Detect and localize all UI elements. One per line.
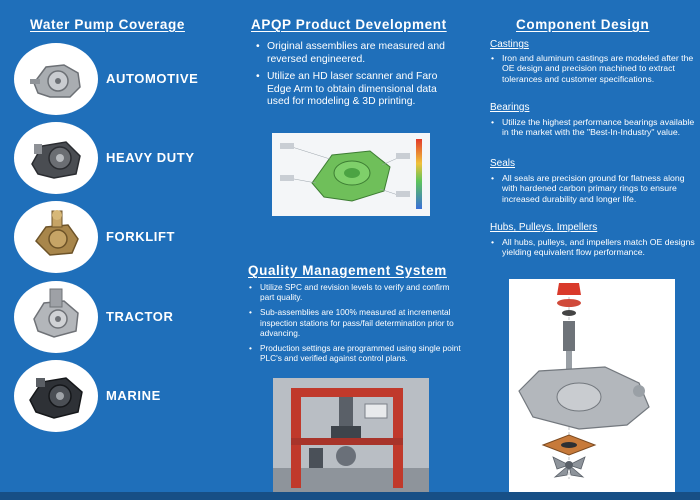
castings-bullet: • Iron and aluminum castings are modeled after the OE design and precision machined to extract tolerances and customer specifications.	[490, 53, 695, 84]
seals-heading: Seals	[490, 158, 516, 169]
qms-bullet: • Production settings are programmed using single point PLC's and verified against control plans.	[248, 343, 466, 363]
hubs-pulleys-impellers-heading: Hubs, Pulleys, Impellers	[490, 222, 598, 233]
qms-title: Quality Management System	[248, 263, 447, 278]
exploded-pump-diagram	[509, 279, 675, 492]
water-pump-coverage-title: Water Pump Coverage	[30, 17, 185, 32]
pump-item-forklift[interactable]	[14, 201, 234, 273]
pump-label-tractor: TRACTOR	[106, 309, 174, 324]
marine-pump-photo	[14, 360, 98, 432]
bearings-heading: Bearings	[490, 102, 530, 113]
qms-bullet: • Sub-assemblies are 100% measured at incremental inspection stations for pass/fail determination prior to advancing.	[248, 307, 466, 338]
apqp-bullet: • Utilize an HD laser scanner and Faro Edge Arm to obtain dimensional data used for modeling & 3D printing.	[255, 71, 460, 109]
pump-label-forklift: FORKLIFT	[106, 229, 176, 244]
pump-item-heavy-duty[interactable]	[14, 122, 234, 194]
bearings-bullet: • Utilize the highest performance bearings available in the market with the "Best-In-Industry" value.	[490, 117, 695, 138]
pump-item-automotive[interactable]	[14, 43, 234, 115]
apqp-bullet-list	[255, 41, 460, 114]
pump-label-heavy-duty: HEAVY DUTY	[106, 150, 195, 165]
tractor-pump-photo	[14, 281, 98, 353]
qms-bullet: • Utilize SPC and revision levels to verify and confirm part quality.	[248, 282, 466, 302]
3d-scan-heatmap-image	[272, 133, 430, 216]
seals-bullet: • All seals are precision ground for flatness along with hardened carbon primary rings to ensure increased durability and longer life.	[490, 173, 695, 204]
apqp-bullet: • Original assemblies are measured and reversed engineered.	[255, 41, 460, 66]
pump-item-tractor[interactable]	[14, 281, 234, 353]
footer-bar	[0, 492, 700, 500]
apqp-title: APQP Product Development	[251, 17, 447, 32]
bearings-list	[490, 117, 695, 138]
heavy-duty-pump-photo	[14, 122, 98, 194]
castings-list	[490, 53, 695, 84]
seals-list	[490, 173, 695, 204]
inspection-station-photo	[273, 378, 429, 492]
pump-label-marine: MARINE	[106, 388, 161, 403]
pump-label-automotive: AUTOMOTIVE	[106, 71, 199, 86]
qms-bullet-list	[248, 282, 466, 368]
hubs-list	[490, 237, 695, 258]
automotive-pump-photo	[14, 43, 98, 115]
forklift-pump-photo	[14, 201, 98, 273]
hubs-bullet: • All hubs, pulleys, and impellers match OE designs yielding equivalent flow performance.	[490, 237, 695, 258]
castings-heading: Castings	[490, 39, 529, 50]
pump-item-marine[interactable]	[14, 360, 234, 432]
component-design-title: Component Design	[516, 17, 650, 32]
